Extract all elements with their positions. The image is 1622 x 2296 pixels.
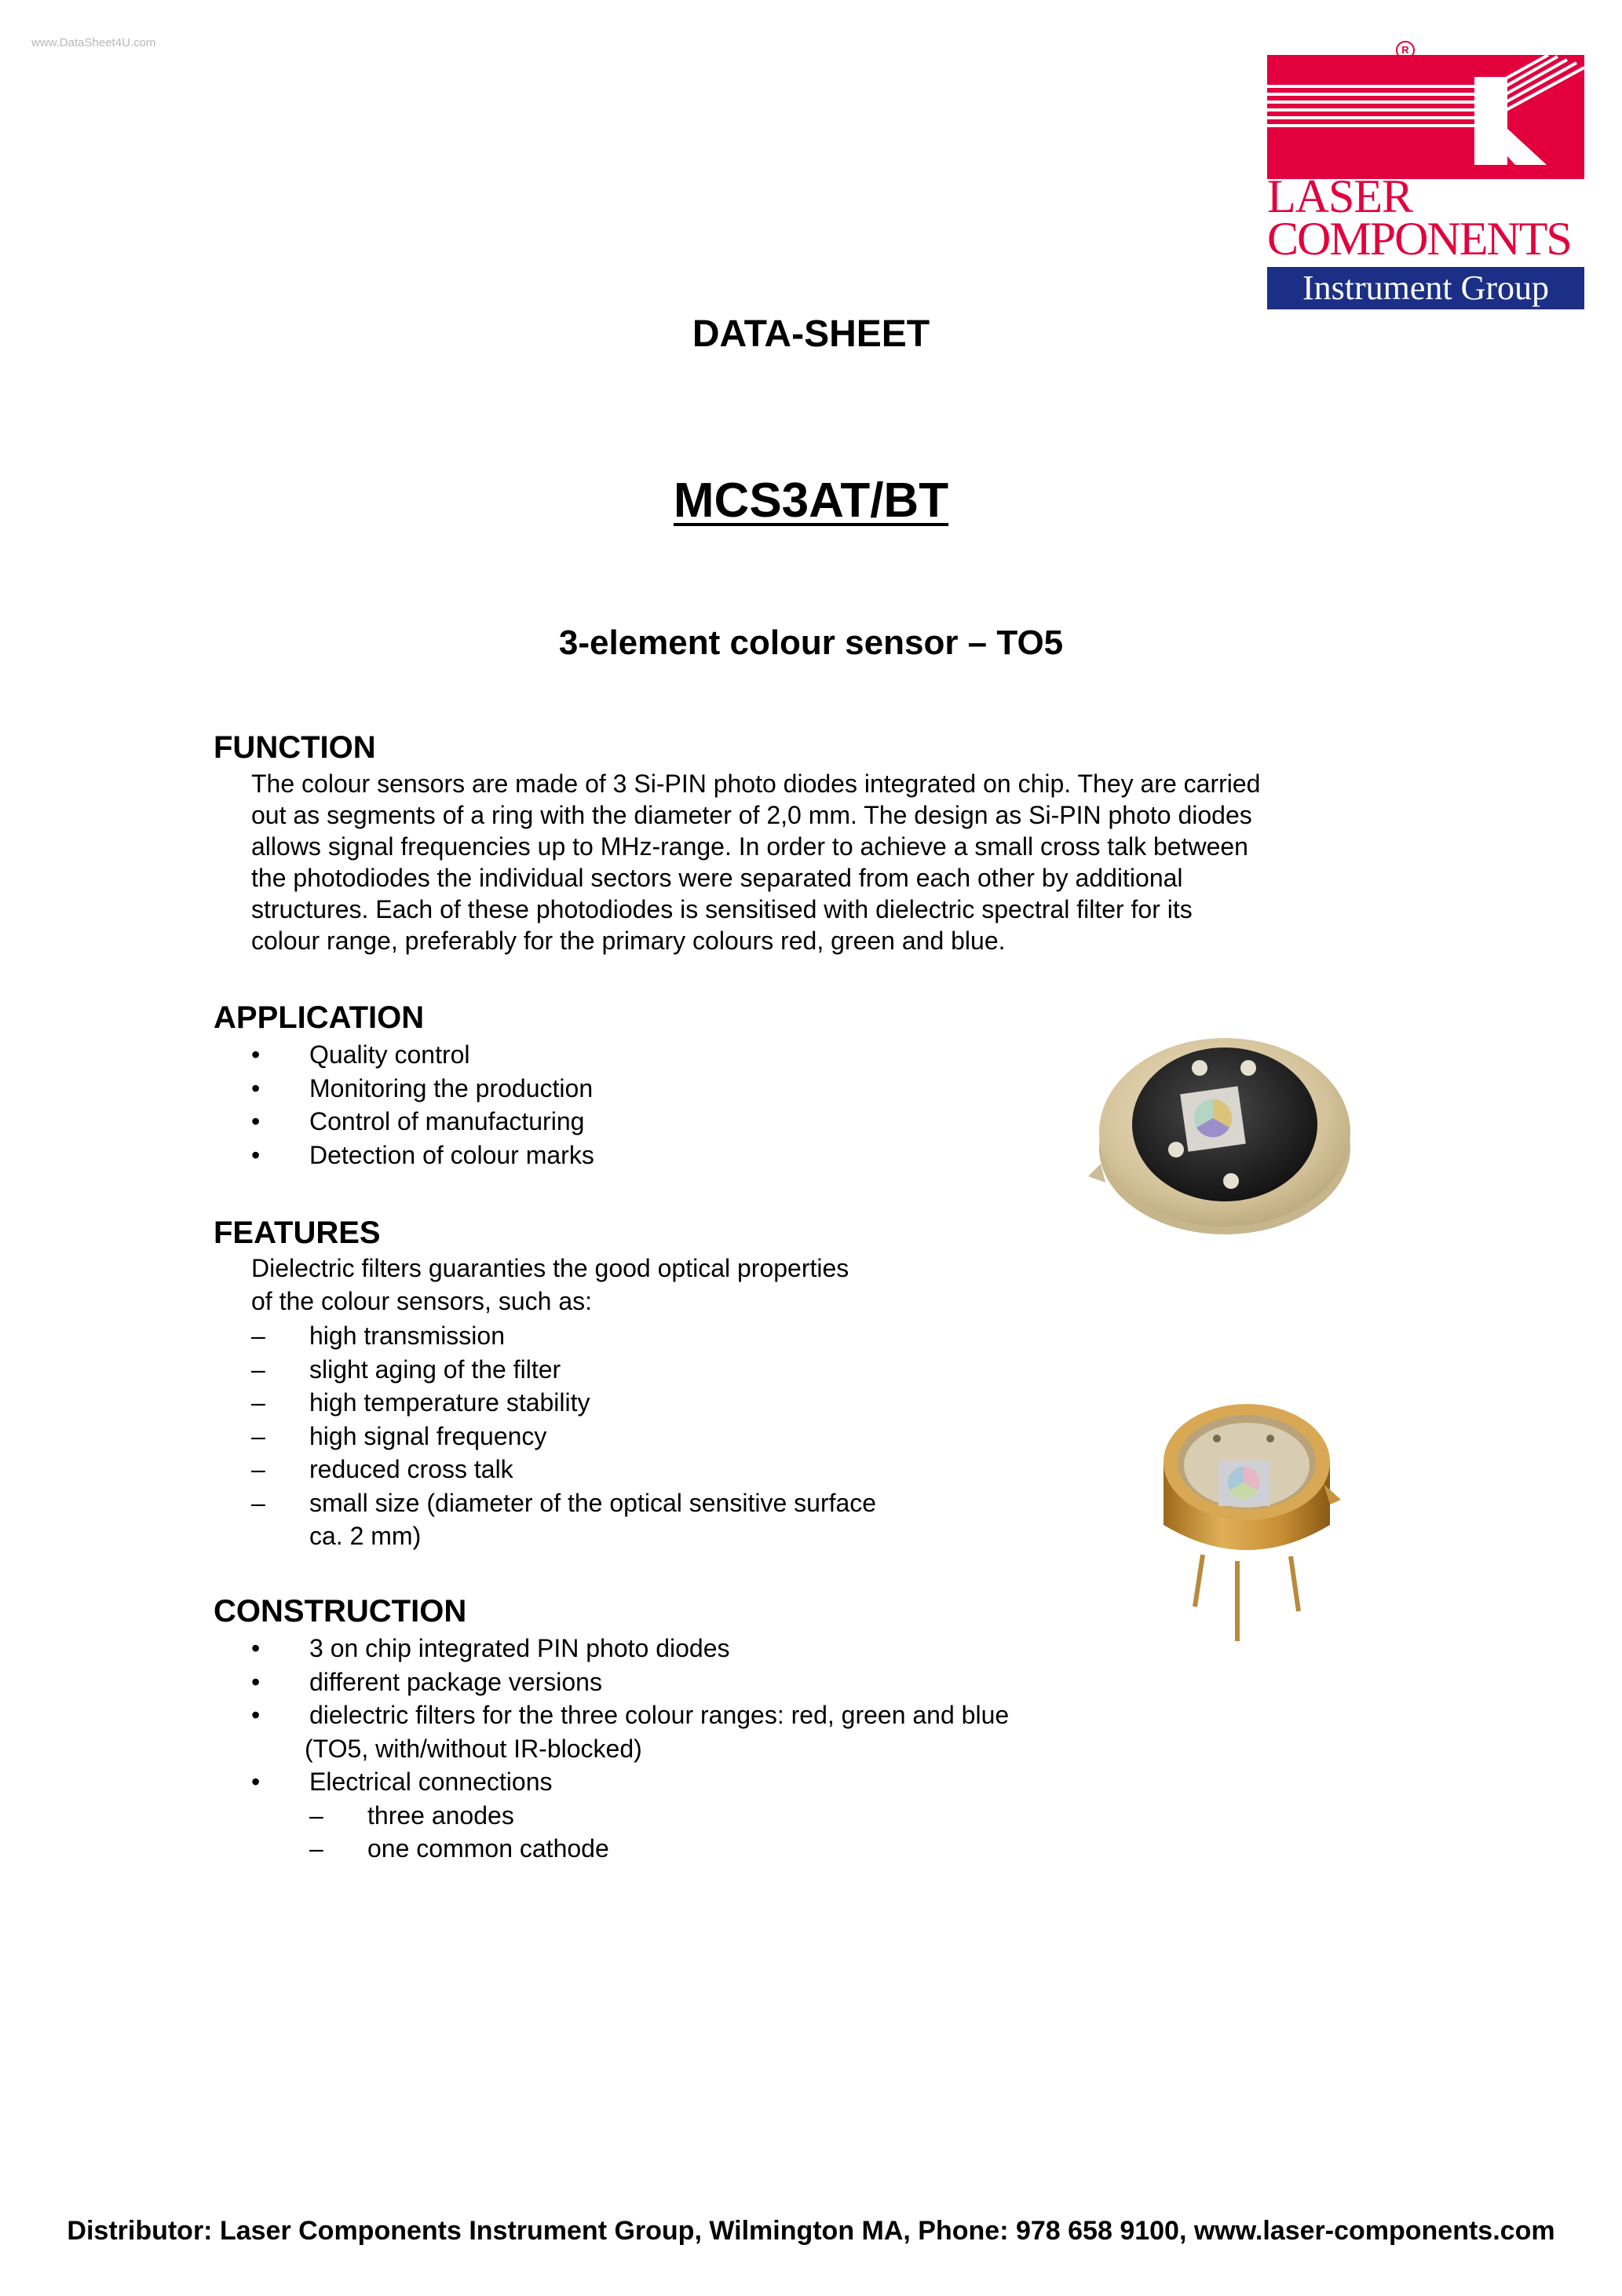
function-line: allows signal frequencies up to MHz-range. In order to achieve a small cross talk between [251,832,1248,861]
bullet-icon: • [251,1073,261,1102]
dash-icon: – [251,1355,265,1384]
function-line: colour range, preferably for the primary colours red, green and blue. [251,927,1006,955]
construction-heading: CONSTRUCTION [214,1594,467,1629]
sensor-photo-gold-can [1153,1390,1343,1641]
model-number: MCS3AT/BT [673,473,949,528]
document-type-title: DATA-SHEET [692,313,930,355]
function-line: The colour sensors are made of 3 Si-PIN photo diodes integrated on chip. They are carried [251,770,1261,798]
dash-icon: – [251,1388,265,1417]
features-intro-line: Dielectric filters guaranties the good optical properties [251,1254,849,1282]
bullet-icon: • [251,1768,261,1796]
bullet-icon: • [251,1634,261,1662]
product-subtitle: 3-element colour sensor – TO5 [558,623,1064,662]
application-heading: APPLICATION [214,1000,425,1035]
dash-icon: – [309,1801,323,1830]
logo-line-components: COMPONENTS [1267,213,1571,265]
function-heading: FUNCTION [214,730,376,765]
bullet-icon: • [251,1040,261,1069]
bullet-icon: • [251,1140,261,1169]
model-title [0,473,1622,528]
function-line: the photodiodes the individual sectors were separated from each other by additional [251,864,1183,892]
function-paragraph [251,768,1390,956]
features-heading: FEATURES [214,1216,381,1250]
dash-icon: – [251,1488,265,1517]
dash-icon: – [251,1421,265,1450]
bullet-icon: • [251,1701,261,1729]
dash-icon: – [309,1834,323,1863]
dash-icon: – [251,1322,265,1350]
function-line: structures. Each of these photodiodes is sensitised with dielectric spectral filter for its [251,895,1193,923]
function-line: out as segments of a ring with the diameter of 2,0 mm. The design as Si-PIN photo diodes [251,801,1252,829]
watermark-text: www.DataSheet4U.com [31,36,156,49]
logo-line-instrument-group: Instrument Group [1267,267,1584,309]
features-intro-line: of the colour sensors, such as: [251,1287,592,1315]
bullet-icon: • [251,1107,261,1135]
registered-mark: R [1396,41,1415,60]
company-logo [1256,41,1586,316]
distributor-footer: Distributor: Laser Components Instrument Group, Wilmington MA, Phone: 978 658 9100, www.laser-components.com [67,2216,1555,2246]
logo-line-laser: LASER [1267,170,1413,222]
dash-icon: – [251,1455,265,1483]
sensor-photo-top-view [1083,1015,1366,1242]
features-intro [251,1252,1390,1318]
bullet-icon: • [251,1667,261,1696]
